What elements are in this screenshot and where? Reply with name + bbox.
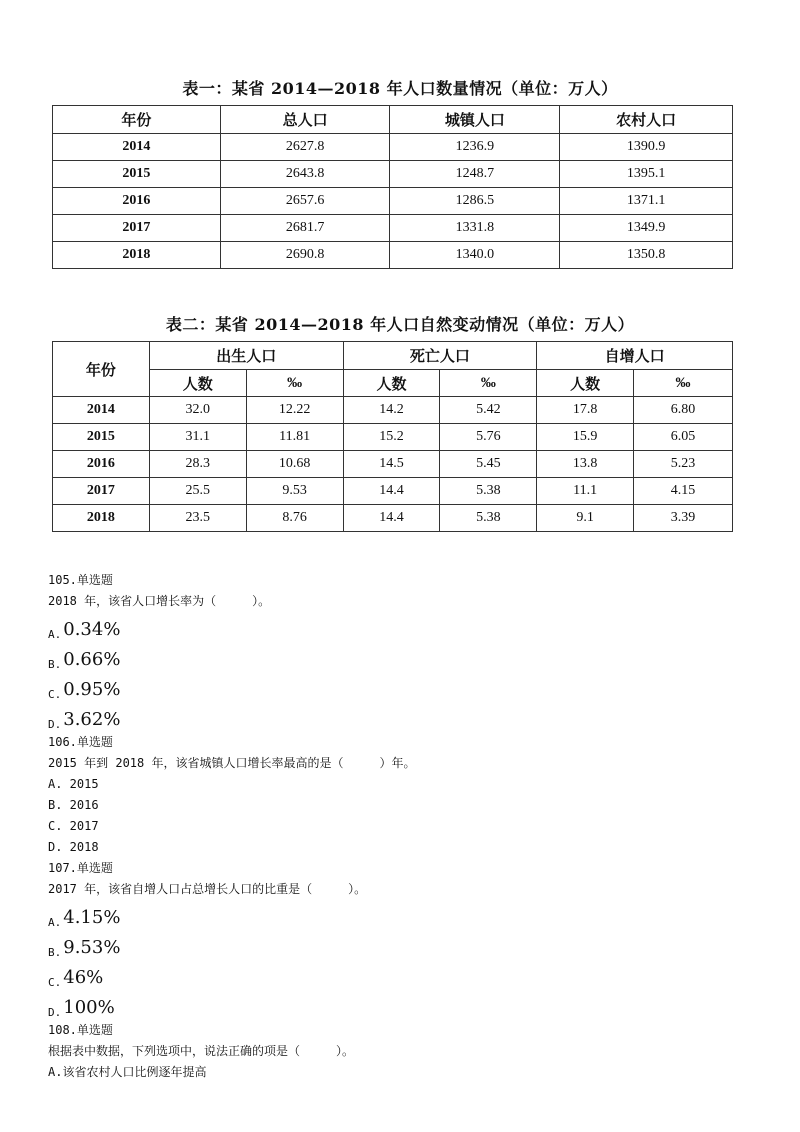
table-cell: 1350.8 <box>560 242 733 269</box>
table-cell: 2681.7 <box>220 215 390 242</box>
table-row <box>53 215 733 242</box>
question-text: 2017 年，该省自增人口占总增长人口的比重是（ ）。 <box>48 882 367 896</box>
option-letter: B. <box>48 658 62 671</box>
table-cell: 28.3 <box>149 451 246 478</box>
column-header: 总人口 <box>220 106 390 134</box>
option-letter: A. <box>48 628 62 641</box>
option-letter: A. <box>48 916 62 929</box>
column-header: 年份 <box>53 106 221 134</box>
table-cell: 3.39 <box>634 505 733 532</box>
table-cell: 5.45 <box>440 451 537 478</box>
year-cell: 2015 <box>53 424 150 451</box>
option-letter: C. <box>48 688 62 701</box>
table-cell: 31.1 <box>149 424 246 451</box>
table1-title: 表一：某省 2014—2018 年人口数量情况（单位：万人） <box>182 79 618 98</box>
answer-option[interactable] <box>48 900 768 930</box>
table-header-row <box>53 342 733 370</box>
table-row <box>53 505 733 532</box>
table-cell: 5.38 <box>440 505 537 532</box>
year-cell: 2016 <box>53 451 150 478</box>
table-row <box>53 451 733 478</box>
table-cell: 32.0 <box>149 397 246 424</box>
option-letter: C. <box>48 976 62 989</box>
column-header: 人数 <box>537 370 634 397</box>
option-value: 0.95% <box>63 679 121 700</box>
option-value: 4.15% <box>63 907 121 928</box>
natural-change-table <box>52 341 733 532</box>
question-text: 2018 年，该省人口增长率为（ ）。 <box>48 594 271 608</box>
table-cell: 15.9 <box>537 424 634 451</box>
year-cell: 2017 <box>53 478 150 505</box>
option-letter: D. <box>48 1006 62 1019</box>
answer-option[interactable] <box>48 990 768 1020</box>
table-cell: 1286.5 <box>390 188 560 215</box>
column-header: 农村人口 <box>560 106 733 134</box>
question-number: 108.单选题 <box>48 1023 113 1037</box>
year-cell: 2017 <box>53 215 221 242</box>
year-cell: 2014 <box>53 397 150 424</box>
table-cell: 1248.7 <box>390 161 560 188</box>
table-cell: 1331.8 <box>390 215 560 242</box>
column-header: 城镇人口 <box>390 106 560 134</box>
year-cell: 2015 <box>53 161 221 188</box>
question-text: 2015 年到 2018 年，该省城镇人口增长率最高的是（ ）年。 <box>48 756 416 770</box>
option-value: 100% <box>63 997 115 1018</box>
group-header-natural-increase: 自增人口 <box>537 342 733 370</box>
table-row <box>53 188 733 215</box>
group-header-deaths: 死亡人口 <box>343 342 537 370</box>
column-header: 人数 <box>149 370 246 397</box>
table-cell: 5.76 <box>440 424 537 451</box>
table-row <box>53 134 733 161</box>
question-number: 105.单选题 <box>48 573 113 587</box>
table-cell: 8.76 <box>246 505 343 532</box>
table-subheader-row <box>53 370 733 397</box>
table-cell: 9.53 <box>246 478 343 505</box>
option-value: 3.62% <box>63 709 121 730</box>
table-cell: 14.2 <box>343 397 440 424</box>
column-header: ‰ <box>246 370 343 397</box>
table2-title: 表二：某省 2014—2018 年人口自然变动情况（单位：万人） <box>165 315 635 334</box>
year-cell: 2018 <box>53 505 150 532</box>
table-row <box>53 242 733 269</box>
table-cell: 11.1 <box>537 478 634 505</box>
table-cell: 14.4 <box>343 505 440 532</box>
answer-option[interactable] <box>48 612 768 642</box>
table-cell: 1340.0 <box>390 242 560 269</box>
answer-option[interactable] <box>48 930 768 960</box>
table-cell: 5.38 <box>440 478 537 505</box>
answer-option[interactable]: D. 2018 <box>48 840 99 854</box>
table-cell: 2627.8 <box>220 134 390 161</box>
answer-option[interactable] <box>48 672 768 702</box>
option-letter: D. <box>48 718 62 731</box>
answer-option[interactable]: C. 2017 <box>48 819 99 833</box>
table-cell: 14.4 <box>343 478 440 505</box>
option-letter: B. <box>48 946 62 959</box>
table-header-row <box>53 106 733 134</box>
question-number: 107.单选题 <box>48 861 113 875</box>
year-cell: 2014 <box>53 134 221 161</box>
year-header: 年份 <box>53 342 150 397</box>
column-header: ‰ <box>634 370 733 397</box>
column-header: ‰ <box>440 370 537 397</box>
option-value: 9.53% <box>63 937 121 958</box>
option-value: 0.34% <box>63 619 121 640</box>
table-cell: 2657.6 <box>220 188 390 215</box>
answer-option[interactable]: A. 2015 <box>48 777 99 791</box>
table-cell: 1371.1 <box>560 188 733 215</box>
table-row <box>53 478 733 505</box>
table-cell: 9.1 <box>537 505 634 532</box>
table-cell: 14.5 <box>343 451 440 478</box>
population-table <box>52 105 733 269</box>
group-header-births: 出生人口 <box>149 342 343 370</box>
table-cell: 1395.1 <box>560 161 733 188</box>
answer-option[interactable]: B. 2016 <box>48 798 99 812</box>
table-cell: 6.05 <box>634 424 733 451</box>
table-cell: 25.5 <box>149 478 246 505</box>
answer-option[interactable] <box>48 642 768 672</box>
table-cell: 17.8 <box>537 397 634 424</box>
table-cell: 12.22 <box>246 397 343 424</box>
answer-option[interactable]: A.该省农村人口比例逐年提高 <box>48 1065 207 1079</box>
table-cell: 4.15 <box>634 478 733 505</box>
table-cell: 1236.9 <box>390 134 560 161</box>
year-cell: 2018 <box>53 242 221 269</box>
column-header: 人数 <box>343 370 440 397</box>
table-cell: 13.8 <box>537 451 634 478</box>
table-cell: 23.5 <box>149 505 246 532</box>
table-cell: 5.42 <box>440 397 537 424</box>
table-cell: 6.80 <box>634 397 733 424</box>
table-cell: 10.68 <box>246 451 343 478</box>
table-cell: 2643.8 <box>220 161 390 188</box>
table-cell: 11.81 <box>246 424 343 451</box>
table-cell: 15.2 <box>343 424 440 451</box>
table-cell: 1390.9 <box>560 134 733 161</box>
table-cell: 2690.8 <box>220 242 390 269</box>
answer-option[interactable] <box>48 702 768 732</box>
table-cell: 1349.9 <box>560 215 733 242</box>
question-list <box>48 570 768 1083</box>
year-cell: 2016 <box>53 188 221 215</box>
table-row <box>53 397 733 424</box>
table-cell: 5.23 <box>634 451 733 478</box>
table-row <box>53 424 733 451</box>
option-value: 46% <box>63 967 104 988</box>
question-number: 106.单选题 <box>48 735 113 749</box>
answer-option[interactable] <box>48 960 768 990</box>
table-row <box>53 161 733 188</box>
option-value: 0.66% <box>63 649 121 670</box>
question-text: 根据表中数据，下列选项中，说法正确的项是（ ）。 <box>48 1044 355 1058</box>
